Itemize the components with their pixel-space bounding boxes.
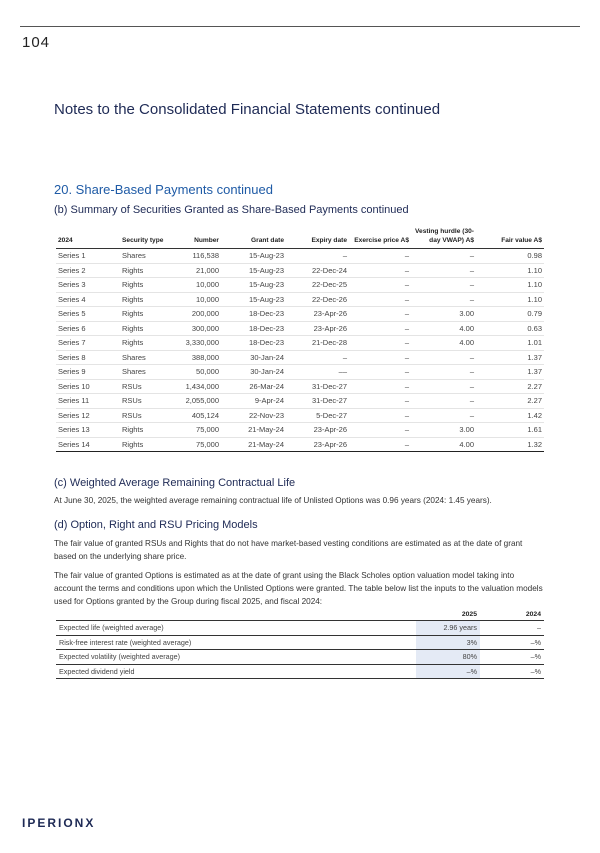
table-cell: – [349, 350, 411, 365]
table-cell: 9-Apr-24 [221, 394, 286, 409]
table-cell: Series 4 [56, 292, 120, 307]
table-cell: – [411, 408, 476, 423]
table-cell: RSUs [120, 379, 170, 394]
header-rule [20, 26, 580, 27]
table-cell: 116,538 [170, 249, 221, 264]
securities-granted-table [56, 228, 544, 452]
table-cell: Rights [120, 321, 170, 336]
table-cell: –% [480, 650, 544, 665]
table-row [56, 423, 544, 438]
table-cell: Series 8 [56, 350, 120, 365]
table-cell: 30-Jan-24 [221, 365, 286, 380]
table-cell: 2.96 years [416, 621, 480, 636]
table-cell: Rights [120, 278, 170, 293]
table-cell: Rights [120, 307, 170, 322]
table-cell: – [349, 278, 411, 293]
table-cell: Shares [120, 365, 170, 380]
paragraph-c: At June 30, 2025, the weighted average remaining contractual life of Unlisted Options was 0.96 years (2024: 1.45 years). [54, 496, 492, 505]
table-cell: Expected dividend yield [56, 664, 416, 679]
table-cell: 23-Apr-26 [286, 307, 349, 322]
svg-text:IPERIONX: IPERIONX [22, 816, 96, 830]
table-cell: 1.37 [476, 365, 544, 380]
table-cell: 2.27 [476, 379, 544, 394]
table-row [56, 379, 544, 394]
table-cell: 4.00 [411, 336, 476, 351]
table-cell: – [349, 263, 411, 278]
table-cell: 26-Mar-24 [221, 379, 286, 394]
table-cell: 300,000 [170, 321, 221, 336]
table-cell: 3.00 [411, 307, 476, 322]
table-cell: – [349, 408, 411, 423]
table-cell: – [411, 394, 476, 409]
table-cell: Rights [120, 437, 170, 452]
table-cell: – [349, 379, 411, 394]
table-row [56, 650, 544, 665]
table-cell: –% [416, 664, 480, 679]
table-cell: RSUs [120, 408, 170, 423]
table-cell: – [411, 278, 476, 293]
valuation-inputs-table [56, 611, 544, 679]
subheading-c: (c) Weighted Average Remaining Contractual Life [54, 477, 296, 489]
table-cell: 1.10 [476, 292, 544, 307]
table-row [56, 635, 544, 650]
table-row [56, 394, 544, 409]
column-header: 2024 [56, 228, 120, 249]
table-cell: 80% [416, 650, 480, 665]
table-cell: 18-Dec-23 [221, 336, 286, 351]
table-cell: 10,000 [170, 278, 221, 293]
table-cell: Series 12 [56, 408, 120, 423]
table-cell: 22-Nov-23 [221, 408, 286, 423]
table-cell: 2.27 [476, 394, 544, 409]
table-cell: Rights [120, 336, 170, 351]
table-cell: 4.00 [411, 437, 476, 452]
table-cell: 18-Dec-23 [221, 321, 286, 336]
table-cell: 21-May-24 [221, 423, 286, 438]
table-row [56, 307, 544, 322]
table-cell: 31-Dec-27 [286, 379, 349, 394]
table-cell: – [349, 307, 411, 322]
table-cell: Series 11 [56, 394, 120, 409]
column-header: 2024 [480, 611, 544, 621]
table-cell: 4.00 [411, 321, 476, 336]
table-cell: – [411, 379, 476, 394]
table-cell: – [286, 249, 349, 264]
table-cell: Rights [120, 292, 170, 307]
subheading-b: (b) Summary of Securities Granted as Share-Based Payments continued [54, 204, 409, 216]
table-row [56, 621, 544, 636]
table-cell: – [349, 423, 411, 438]
table-cell: –– [286, 365, 349, 380]
table-cell: 21-Dec-28 [286, 336, 349, 351]
table-cell: 388,000 [170, 350, 221, 365]
table-cell: 22-Dec-26 [286, 292, 349, 307]
table-cell: 1.01 [476, 336, 544, 351]
table-cell: – [411, 249, 476, 264]
column-header [56, 611, 416, 621]
table-cell: – [349, 437, 411, 452]
table-cell: – [411, 350, 476, 365]
table-cell: Series 2 [56, 263, 120, 278]
table-cell: 50,000 [170, 365, 221, 380]
table-cell: 0.79 [476, 307, 544, 322]
table-cell: 10,000 [170, 292, 221, 307]
table-cell: – [349, 292, 411, 307]
table-cell: 15-Aug-23 [221, 278, 286, 293]
column-header: Grant date [221, 228, 286, 249]
table-cell: 15-Aug-23 [221, 292, 286, 307]
table-cell: 1.37 [476, 350, 544, 365]
table-cell: – [286, 350, 349, 365]
table-cell: Risk-free interest rate (weighted average) [56, 635, 416, 650]
table-cell: 18-Dec-23 [221, 307, 286, 322]
table-cell: 1.10 [476, 263, 544, 278]
table-cell: Series 1 [56, 249, 120, 264]
subheading-d: (d) Option, Right and RSU Pricing Models [54, 519, 258, 531]
table-cell: 0.63 [476, 321, 544, 336]
table-cell: Series 5 [56, 307, 120, 322]
table-cell: 0.98 [476, 249, 544, 264]
table-row [56, 292, 544, 307]
table-cell: 22-Dec-25 [286, 278, 349, 293]
table-cell: Series 6 [56, 321, 120, 336]
table-cell: Expected volatility (weighted average) [56, 650, 416, 665]
table-cell: 75,000 [170, 423, 221, 438]
column-header: Security type [120, 228, 170, 249]
table-cell: 1.42 [476, 408, 544, 423]
table-cell: Rights [120, 423, 170, 438]
table-cell: 405,124 [170, 408, 221, 423]
table-row [56, 408, 544, 423]
table-cell: Series 9 [56, 365, 120, 380]
table-cell: – [411, 365, 476, 380]
table-row [56, 664, 544, 679]
page-title: Notes to the Consolidated Financial Statements continued [54, 101, 441, 118]
table-cell: – [411, 263, 476, 278]
table-cell: Rights [120, 263, 170, 278]
table-cell: 15-Aug-23 [221, 249, 286, 264]
table-row [56, 263, 544, 278]
section-heading: 20. Share-Based Payments continued [54, 182, 273, 197]
table-cell: 22-Dec-24 [286, 263, 349, 278]
page-number: 104 [22, 34, 51, 51]
table-cell: – [349, 336, 411, 351]
column-header: Fair value A$ [476, 228, 544, 249]
table-cell: –% [480, 635, 544, 650]
table-cell: RSUs [120, 394, 170, 409]
table-cell: 21,000 [170, 263, 221, 278]
column-header: Vesting hurdle (30-day VWAP) A$ [411, 228, 476, 249]
table-cell: – [480, 621, 544, 636]
table-cell: 23-Apr-26 [286, 437, 349, 452]
table-cell: 2,055,000 [170, 394, 221, 409]
table-row [56, 249, 544, 264]
logo-wordmark-icon [22, 816, 122, 830]
column-header: Expiry date [286, 228, 349, 249]
table-cell: Series 7 [56, 336, 120, 351]
table-cell: – [349, 365, 411, 380]
table-cell: Series 3 [56, 278, 120, 293]
table-cell: 23-Apr-26 [286, 423, 349, 438]
paragraph-d1: The fair value of granted RSUs and Rights that do not have market-based vesting conditions are estimated as at the date of grant based on the underlying share price. [54, 539, 523, 561]
table-cell: 3% [416, 635, 480, 650]
column-header: Number [170, 228, 221, 249]
table-cell: Series 13 [56, 423, 120, 438]
column-header: 2025 [416, 611, 480, 621]
table-cell: –% [480, 664, 544, 679]
table-cell: 31-Dec-27 [286, 394, 349, 409]
table-cell: Shares [120, 249, 170, 264]
column-header: Exercise price A$ [349, 228, 411, 249]
table-cell: 21-May-24 [221, 437, 286, 452]
table-cell: 30-Jan-24 [221, 350, 286, 365]
table-cell: 200,000 [170, 307, 221, 322]
table-cell: 1.32 [476, 437, 544, 452]
table-cell: 75,000 [170, 437, 221, 452]
table-cell: – [411, 292, 476, 307]
table-cell: Expected life (weighted average) [56, 621, 416, 636]
table-row [56, 336, 544, 351]
table-cell: 3,330,000 [170, 336, 221, 351]
table-cell: 15-Aug-23 [221, 263, 286, 278]
table-row [56, 350, 544, 365]
table-row [56, 437, 544, 452]
table-cell: – [349, 394, 411, 409]
table-cell: 3.00 [411, 423, 476, 438]
table-cell: Series 14 [56, 437, 120, 452]
table-cell: – [349, 321, 411, 336]
table-cell: 5-Dec-27 [286, 408, 349, 423]
table-cell: 23-Apr-26 [286, 321, 349, 336]
table-cell: Series 10 [56, 379, 120, 394]
table-cell: 1.61 [476, 423, 544, 438]
table-row [56, 365, 544, 380]
table-cell: – [349, 249, 411, 264]
table-row [56, 278, 544, 293]
table-cell: Shares [120, 350, 170, 365]
paragraph-d2: The fair value of granted Options is estimated as at the date of grant using the Black Scholes option valuation model taking into account the terms and conditions upon which the Unlisted Options were granted. The table below list the inputs to the valuation models used for Options granted by the Group during fiscal 2025, and fiscal 2024: [54, 571, 543, 606]
table-row [56, 321, 544, 336]
table-cell: 1.10 [476, 278, 544, 293]
table-cell: 1,434,000 [170, 379, 221, 394]
iperionx-logo [22, 816, 122, 833]
